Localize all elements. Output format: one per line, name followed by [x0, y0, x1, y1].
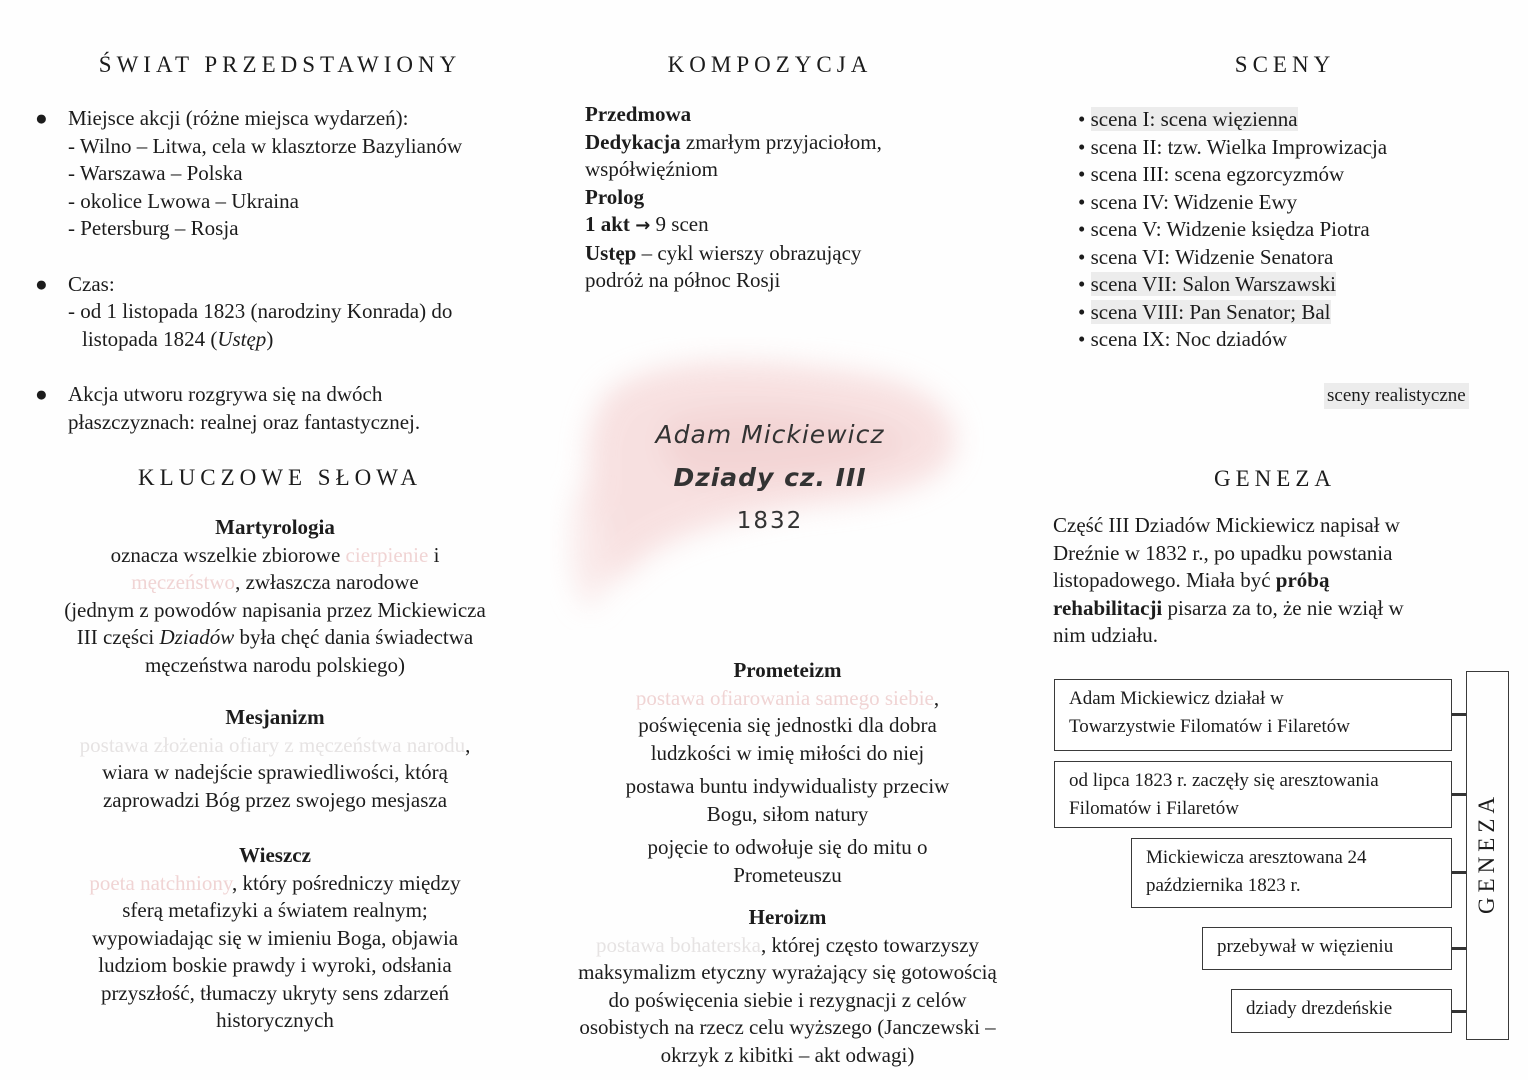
scene-item: • scena VII: Salon Warszawski: [1078, 272, 1336, 296]
keyword-martyrologia: Martyrologia oznacza wszelkie zbiorowe cierpienie i męczeństwo, zwłaszcza narodowe (jednym z powodów napisania przez Mickiewicza III części Dziadów była chęć dania świadectwa męczeństwa narodu polskiego): [20, 514, 530, 679]
composition-item: Przedmowa: [585, 102, 692, 126]
keyword-title: Martyrologia: [215, 515, 335, 539]
section-heading-kompozycja: KOMPOZYCJA: [667, 52, 873, 77]
list-item-place: [35, 105, 538, 243]
scene-item: • scena I: scena więzienna: [1078, 107, 1298, 131]
keyword-title: Heroizm: [748, 905, 827, 929]
planes-line: płaszczyznach: realnej oraz fantastycznej.: [68, 409, 421, 434]
section-heading-geneza: GENEZA: [1214, 466, 1336, 491]
keyword-title: Prometeizm: [733, 658, 842, 682]
setting-list: [35, 105, 538, 436]
scene-item: • scena II: tzw. Wielka Improwizacja: [1078, 134, 1388, 159]
composition-list: Przedmowa Dedykacja zmarłym przyjaciołom, współwięźniom Prolog 1 akt → 9 scen Ustęp – cykl wierszy obrazujący podróż na północ Rosji: [585, 101, 1005, 295]
keyword-title: Mesjanizm: [225, 705, 325, 729]
place-item: - Wilno – Litwa, cela w klasztorze Bazylianów: [68, 133, 463, 158]
place-item: - okolice Lwowa – Ukraina: [68, 188, 299, 213]
place-item: - Warszawa – Polska: [68, 161, 243, 185]
connector-tick: [1452, 871, 1466, 874]
scene-item: • scena VI: Widzenie Senatora: [1078, 244, 1334, 269]
keyword-title: Wieszcz: [239, 843, 311, 867]
composition-item: Ustęp – cykl wierszy obrazujący: [585, 240, 862, 265]
timeline-box: od lipca 1823 r. zaczęły się aresztowania Filomatów i Filaretów: [1054, 761, 1452, 828]
scene-item: • scena IX: Noc dziadów: [1078, 327, 1288, 351]
scene-item: • scena IV: Widzenie Ewy: [1078, 189, 1298, 214]
arrow-right-icon: →: [635, 215, 651, 236]
legend-realistic: sceny realistyczne: [1324, 383, 1469, 409]
time-line: listopada 1824 (Ustęp): [82, 326, 274, 351]
composition-item: Prolog: [585, 184, 645, 209]
connector-tick: [1452, 947, 1466, 950]
section-heading-keywords: KLUCZOWE SŁOWA: [138, 465, 422, 490]
list-item-time: [35, 271, 538, 354]
place-intro: Miejsce akcji (różne miejsca wydarzeń):: [68, 106, 409, 130]
title-work: Dziady cz. III: [673, 463, 867, 492]
bullet-icon: ●: [35, 382, 48, 406]
bullet-icon: ●: [35, 106, 48, 130]
composition-item: Dedykacja zmarłym przyjaciołom,: [585, 129, 882, 154]
timeline-box: przebywał w więzieniu: [1202, 927, 1452, 970]
bullet-icon: ●: [35, 271, 48, 296]
keyword-mesjanizm: Mesjanizm postawa złożenia ofiary z męczeństwa narodu, wiara w nadejście sprawiedliwości, którą zaprowadzi Bóg przez swojego mesjasza: [20, 704, 530, 814]
timeline-box: dziady drezdeńskie: [1231, 989, 1452, 1033]
composition-item: 1 akt → 9 scen: [585, 212, 709, 236]
time-line: - od 1 listopada 1823 (narodziny Konrada) do: [68, 299, 453, 323]
keyword-wieszcz: Wieszcz poeta natchniony, który pośredniczy między sferą metafizyki a światem realnym; wypowiadając się w imieniu Boga, objawia ludziom boskie prawdy i wyroki, odsłania przyszłość, tłumaczy ukryty sens zdarzeń historycznych: [20, 842, 530, 1035]
section-heading-swiat: ŚWIAT PRZEDSTAWIONY: [98, 52, 462, 77]
planes-line: Akcja utworu rozgrywa się na dwóch: [68, 382, 383, 406]
title-author: Adam Mickiewicz: [655, 420, 885, 449]
list-item-planes: [35, 381, 538, 436]
scene-item: • scena V: Widzenie księdza Piotra: [1078, 217, 1370, 241]
timeline-box: Mickiewicza aresztowana 24 października 1823 r.: [1131, 838, 1452, 908]
connector-tick: [1452, 1010, 1466, 1013]
timeline-box: Adam Mickiewicz działał w Towarzystwie Filomatów i Filaretów: [1054, 679, 1452, 751]
geneza-vertical-label: GENEZA: [1474, 792, 1499, 914]
keyword-prometeizm: Prometeizm postawa ofiarowania samego siebie, poświęcenia się jednostki dla dobra ludzkości w imię miłości do niej postawa buntu indywidualisty przeciw Bogu, siłom natury pojęcie to odwołuje się do mitu o Prometeuszu: [540, 657, 1035, 889]
geneza-text: Część III Dziadów Mickiewicz napisał w Dreźnie w 1832 r., po upadku powstania listopadowego. Miała być próbą rehabilitacji pisarza za to, że nie wziął w nim udziału.: [1053, 513, 1404, 647]
connector-tick: [1452, 713, 1466, 716]
scene-item: • scena VIII: Pan Senator; Bal: [1078, 299, 1331, 324]
place-item: - Petersburg – Rosja: [68, 216, 239, 240]
title-year: 1832: [736, 508, 804, 534]
connector-tick: [1452, 793, 1466, 796]
scene-item: • scena III: scena egzorcyzmów: [1078, 162, 1345, 186]
time-intro: Czas:: [68, 271, 115, 296]
scene-list: [1078, 106, 1498, 354]
section-heading-sceny: SCENY: [1234, 52, 1336, 77]
keyword-heroizm: Heroizm postawa bohaterska, której często towarzyszy maksymalizm etyczny wyrażający się gotowością do poświęcenia siebie i rezygnacji z celów osobistych na rzecz celu wyższego (Janczewski – okrzyk z kibitki – akt odwagi): [540, 904, 1035, 1069]
